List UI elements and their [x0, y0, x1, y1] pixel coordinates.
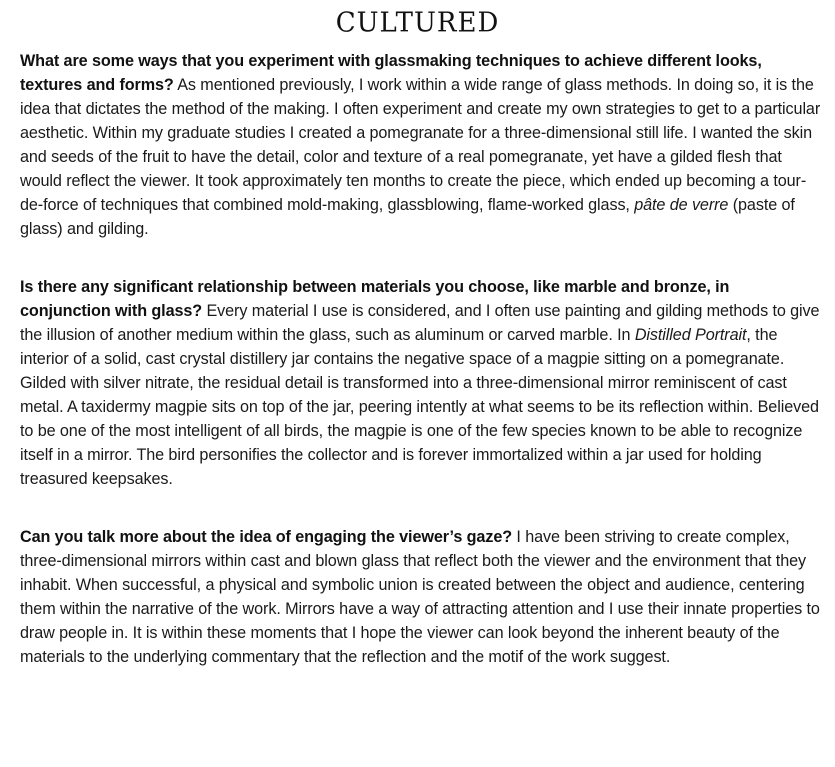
question-text: Can you talk more about the idea of engaging the viewer’s gaze? — [20, 528, 513, 546]
qa-paragraph-viewer-gaze — [20, 525, 822, 669]
question-text: What are some ways that you experiment with glassmaking techniques to achieve different looks, textures and forms? — [20, 52, 762, 94]
answer-text: Every material I use is considered, and I often use painting and gilding methods to give the illusion of another medium within the glass, such as aluminum or carved marble. In — [20, 302, 820, 344]
answer-text-end: , the interior of a solid, cast crystal distillery jar contains the negative space of a magpie sitting on a pomegranate. Gilded with silver nitrate, the residual detail is transformed into a three-dimensional mirror reminiscent of cast metal. A taxidermy magpie sits on top of the jar, peering intently at what seems to be its reflection within. Believed to be one of the most intelligent of all birds, the magpie is one of the few species known to be able to recognize itself in a mirror. The bird personifies the collector and is forever immortalized within a jar used for holding treasured keepsakes. — [20, 326, 819, 488]
cultured-logo[interactable]: CULTURED — [335, 7, 500, 39]
question-text: Is there any significant relationship between materials you choose, like marble and bronze, in conjunction with glass? — [20, 278, 730, 320]
answer-italic-title: Distilled Portrait — [634, 326, 747, 344]
qa-paragraph-glassmaking — [20, 49, 822, 241]
answer-text: As mentioned previously, I work within a wide range of glass methods. In doing so, it is the idea that dictates the method of the making. I often experiment and create my own strategies to get to a particular aesthetic. Within my graduate studies I created a pomegranate for a three-dimensional still life. I wanted the skin and seeds of the fruit to have the detail, color and texture of a real pomegranate, yet have a gilded flesh that would reflect the viewer. It took approximately ten months to create the piece, which ended up becoming a tour-de-force of techniques that combined mold-making, glassblowing, flame-worked glass, — [20, 76, 821, 214]
answer-text-end: (paste of glass) and gilding. — [20, 196, 795, 238]
qa-paragraph-materials — [20, 275, 822, 491]
answer-text: I have been striving to create complex, three-dimensional mirrors within cast and blown glass that reflect both the viewer and the environment that they inhabit. When successful, a physical and symbolic union is created between the object and audience, centering them within the narrative of the work. Mirrors have a way of attracting attention and I use their innate properties to draw people in. It is within these moments that I hope the viewer can look beyond the inherent beauty of the materials to the underlying commentary that the reflection and the motif of the work suggest. — [20, 528, 820, 666]
answer-italic-term: pâte de verre — [634, 196, 729, 214]
masthead — [0, 6, 835, 40]
article-body — [20, 49, 822, 703]
